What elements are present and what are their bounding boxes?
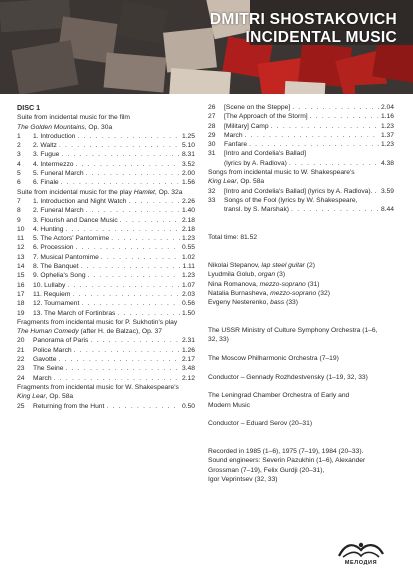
track-duration: 0.56	[181, 300, 195, 308]
track-row	[17, 309, 195, 318]
track-duration: 2.18	[181, 225, 195, 233]
track-list-king-lear	[17, 402, 195, 411]
track-title: 8. The Banquet	[33, 263, 79, 271]
sound-engineers-cont2: Igor Veprintsev (32, 33)	[208, 475, 278, 483]
leader-dots	[81, 299, 180, 308]
track-row	[17, 150, 195, 159]
leader-dots	[289, 159, 379, 168]
track-duration: 2.12	[181, 374, 195, 382]
track-title: Songs of the Fool (lyrics by W. Shakespeare,	[224, 196, 358, 204]
track-title: 6. Procession	[33, 244, 74, 252]
performer-role: lap steel guitar	[261, 262, 305, 270]
section-work-king-lear	[17, 392, 195, 401]
section-title-hamlet	[17, 188, 195, 197]
track-number: 11	[17, 235, 24, 243]
track-duration: 2.04	[380, 104, 394, 111]
performer-name: Nikolai Stepanov,	[208, 262, 262, 270]
track-title: [Military] Camp	[224, 122, 269, 130]
track-title: 12. Tournament	[33, 300, 80, 308]
leader-dots	[67, 281, 180, 290]
track-number: 4	[17, 160, 21, 168]
performer	[208, 270, 394, 279]
track-title: [Intro and Cordelia's Ballad] (lyrics by A. Radlova).	[224, 187, 373, 195]
track-duration: 1.23	[380, 141, 394, 149]
track-number: 17	[17, 290, 25, 298]
track-number: 32	[208, 187, 216, 195]
track-duration: 1.37	[380, 131, 394, 139]
leader-dots	[76, 160, 180, 169]
leader-dots	[117, 309, 180, 318]
melodiya-label: МЕЛОДИЯ	[344, 560, 378, 566]
track-row	[17, 197, 195, 206]
section-work-golden-mountains	[17, 123, 195, 132]
track-duration: 5.10	[181, 142, 195, 150]
track-duration: 8.44	[380, 206, 394, 214]
track-number: 22	[17, 356, 25, 364]
track-title: 4. Hunting	[33, 225, 64, 233]
tracklist-left-column	[17, 103, 195, 411]
track-title: 2. Funeral March	[33, 207, 84, 215]
track-title: March	[224, 131, 243, 139]
performer	[208, 261, 394, 270]
track-row	[17, 271, 195, 280]
track-row	[208, 122, 394, 131]
track-duration: 1.11	[182, 263, 195, 271]
leader-dots	[81, 262, 181, 271]
opus: , Op. 58a	[236, 178, 265, 186]
track-duration: 8.31	[181, 151, 195, 159]
track-row	[17, 160, 195, 169]
track-row	[208, 140, 394, 149]
recording-dates: Recorded in 1985 (1–6), 1975 (7–19), 1984 (20–33).	[208, 447, 364, 455]
track-title: Gavotte	[33, 356, 57, 364]
track-row	[17, 290, 195, 299]
melodiya-mark-icon	[331, 540, 391, 560]
performer-tracks: (33)	[284, 299, 298, 307]
track-number: 8	[17, 207, 21, 215]
section-title-human-comedy: Fragments from incidental music for P. Sukhotin's play	[17, 318, 178, 326]
section-title-text: Suite from incidental music for the play	[17, 188, 134, 196]
track-row	[208, 196, 394, 205]
performer-role: mezzo-soprano	[259, 280, 306, 288]
track-row	[17, 243, 195, 252]
composer-name: DMITRI SHOSTAKOVICH	[209, 11, 397, 28]
orchestra-ussr: The USSR Ministry of Culture Symphony Orchestra (1–6,	[208, 327, 378, 335]
track-title: 7. Musical Pantomime	[33, 253, 99, 261]
track-title: [The Approach of the Storm]	[224, 113, 308, 121]
track-row	[17, 299, 195, 308]
track-list-golden-mountains	[17, 132, 195, 188]
leader-dots	[72, 290, 180, 299]
track-number: 10	[17, 225, 25, 233]
track-row	[17, 355, 195, 364]
track-row	[17, 178, 195, 187]
track-number: 33	[208, 196, 216, 204]
section-title-golden-mountains: Suite from incidental music for the film	[17, 114, 130, 122]
performer	[208, 280, 394, 289]
melodiya-logo	[331, 540, 391, 568]
work-title: The Golden Mountains	[17, 123, 85, 131]
track-number: 23	[17, 365, 25, 373]
performer-role: mezzo-soprano	[270, 289, 317, 297]
sound-engineers-cont: Grossman (7–19), Felix Gurdji (20–31),	[208, 466, 325, 474]
track-number: 9	[17, 216, 21, 224]
track-duration: 4.38	[380, 159, 394, 167]
section-title-songs: Songs from incidental music to W. Shakespeare's	[208, 169, 355, 177]
leader-dots	[245, 131, 379, 140]
track-row	[17, 364, 195, 373]
track-title: 6. Finale	[33, 179, 59, 187]
leader-dots	[76, 243, 180, 252]
track-row-continuation	[208, 205, 394, 214]
track-row	[17, 141, 195, 150]
section-work-human-comedy	[17, 327, 195, 336]
leader-dots	[77, 132, 180, 141]
track-title: March	[33, 374, 52, 382]
performer-tracks: (3)	[275, 271, 286, 279]
track-duration: 2.26	[181, 197, 195, 205]
leader-dots	[58, 355, 180, 364]
section-title-king-lear: Fragments from incidental music for W. Shakespeare's	[17, 383, 179, 391]
leader-dots	[61, 178, 180, 187]
track-number: 14	[17, 263, 25, 271]
track-title: 3. Fugue	[33, 151, 60, 159]
track-list-human-comedy	[17, 336, 195, 382]
conductor-serov: Conductor – Eduard Serov (20–31)	[208, 420, 313, 428]
album-title: INCIDENTAL MUSIC	[245, 29, 397, 46]
performer-tracks: (32)	[316, 289, 330, 297]
leader-dots	[54, 374, 180, 383]
leader-dots	[88, 271, 180, 280]
track-title: 3. Flourish and Dance Music	[33, 216, 118, 224]
section-work-songs	[208, 177, 394, 186]
track-title: 5. The Actors' Pantomime	[33, 235, 110, 243]
leader-dots	[292, 103, 379, 112]
opus: , Op. 58a	[45, 393, 74, 401]
track-duration: 3.48	[181, 365, 195, 373]
track-number: 21	[17, 346, 25, 354]
performer-tracks: (31)	[305, 280, 320, 288]
performer	[208, 298, 394, 307]
track-title: 1. Introduction	[33, 132, 76, 140]
track-duration: 2.03	[181, 290, 195, 298]
work-title: The Human Comedy	[17, 328, 79, 336]
opus: (after H. de Balzac), Op. 37	[78, 328, 162, 336]
total-time: Total time: 81.52	[208, 234, 258, 242]
track-number: 28	[208, 122, 216, 130]
track-duration: 3.52	[181, 160, 195, 168]
track-number: 15	[17, 272, 25, 280]
track-duration: 1.40	[181, 207, 195, 215]
leader-dots	[86, 169, 180, 178]
track-number: 7	[17, 197, 21, 205]
track-title: The Seine	[33, 365, 64, 373]
performer-role: bass	[270, 299, 285, 307]
track-duration: 1.23	[380, 122, 394, 130]
performer-name: Nina Romanova,	[208, 280, 260, 288]
track-duration: 1.02	[181, 253, 195, 261]
track-number: 18	[17, 300, 25, 308]
leader-dots	[86, 206, 180, 215]
leader-dots	[111, 234, 180, 243]
track-duration: 2.17	[181, 356, 195, 364]
track-list-king-lear-cont	[208, 103, 394, 149]
track-row	[17, 253, 195, 262]
track-duration: 2.00	[181, 170, 195, 178]
leader-dots	[291, 205, 379, 214]
track-row	[17, 336, 195, 345]
track-title: 1. Introduction and Night Watch	[33, 197, 127, 205]
track-row-continuation	[208, 159, 394, 168]
track-duration: 2.18	[181, 216, 195, 224]
track-number: 29	[208, 131, 216, 139]
opus: , Op. 32a	[154, 188, 183, 196]
work-title: King Lear	[208, 178, 237, 186]
track-duration: 1.50	[181, 309, 195, 317]
performer-tracks: (2)	[304, 262, 315, 270]
track-title: [Scene on the Steppe]	[224, 104, 291, 111]
header-title	[210, 11, 397, 47]
track-duration: 0.50	[181, 402, 195, 410]
track-duration: 3.59	[380, 187, 394, 195]
orchestra-moscow: The Moscow Philharmonic Orchestra (7–19)	[208, 355, 339, 363]
leader-dots	[106, 402, 180, 411]
leader-dots	[101, 253, 180, 262]
track-number: 13	[17, 253, 25, 261]
track-number: 30	[208, 141, 216, 149]
track-row	[17, 132, 195, 141]
track-title: 2. Waltz	[33, 142, 57, 150]
track-duration: 1.16	[380, 113, 394, 121]
header-mosaic	[0, 0, 413, 94]
track-number: 16	[17, 281, 25, 289]
track-number: 24	[17, 374, 25, 382]
track-title: 13. The March of Fortinbras	[33, 309, 116, 317]
performer-name: Lyudmila Golub,	[208, 271, 258, 279]
track-row	[208, 131, 394, 140]
performer-name: Natalia Burnasheva,	[208, 289, 271, 297]
leader-dots	[310, 112, 379, 121]
track-number: 31	[208, 150, 216, 158]
track-number: 6	[17, 179, 21, 187]
track-number: 26	[208, 104, 216, 111]
disc-heading: DISC 1	[17, 103, 41, 112]
track-row	[17, 262, 195, 271]
track-row	[17, 402, 195, 411]
track-title: 10. Lullaby	[33, 281, 66, 289]
leader-dots	[120, 216, 180, 225]
track-row	[17, 281, 195, 290]
track-duration: 2.31	[181, 337, 195, 345]
performers-list	[208, 261, 394, 307]
track-row	[17, 374, 195, 383]
leader-dots	[66, 225, 180, 234]
leader-dots	[74, 346, 180, 355]
leader-dots	[59, 141, 180, 150]
leader-dots	[90, 336, 180, 345]
track-row	[208, 103, 394, 112]
track-number: 19	[17, 309, 25, 317]
track-title: 9. Ophelia's Song	[33, 272, 86, 280]
track-row	[17, 206, 195, 215]
track-duration: 1.25	[181, 132, 195, 140]
orchestra-leningrad: The Leningrad Chamber Orchestra of Early and	[208, 392, 350, 400]
sound-engineers: Sound engineers: Severin Pazukhin (1–6), Alexander	[208, 457, 366, 465]
leader-dots	[61, 150, 180, 159]
track-number: 5	[17, 170, 21, 178]
track-title: 4. Intermezzo	[33, 160, 74, 168]
leader-dots	[249, 140, 379, 149]
performer-role: organ	[257, 271, 276, 279]
orchestra-ussr-cont: 32, 33)	[208, 336, 229, 344]
conductor-rozhdestvensky: Conductor – Gennady Rozhdestvensky (1–19, 32, 33)	[208, 373, 368, 381]
leader-dots	[374, 187, 379, 196]
track-number: 1	[17, 132, 21, 140]
track-row	[17, 169, 195, 178]
track-subtitle: transl. by S. Marshak)	[224, 206, 290, 214]
track-row	[17, 346, 195, 355]
work-title: Hamlet	[133, 188, 155, 196]
track-title: Panorama of Paris	[33, 337, 89, 345]
performer-name: Evgeny Nesterenko,	[208, 299, 271, 307]
track-duration: 1.26	[181, 346, 195, 354]
track-row	[208, 149, 394, 158]
track-number: 12	[17, 244, 25, 252]
track-title: 11. Requiem	[33, 290, 71, 298]
track-row	[17, 225, 195, 234]
performer	[208, 289, 394, 298]
track-row	[17, 216, 195, 225]
track-title: 5. Funeral March	[33, 170, 84, 178]
work-title: King Lear	[17, 393, 46, 401]
track-duration: 1.56	[181, 179, 195, 187]
track-title: Returning from the Hunt	[33, 402, 105, 410]
track-title: [Intro and Cordelia's Ballad]	[224, 150, 306, 158]
track-row	[17, 234, 195, 243]
opus: , Op. 30a	[84, 123, 113, 131]
track-number: 27	[208, 113, 216, 121]
leader-dots	[66, 364, 180, 373]
track-number: 20	[17, 337, 25, 345]
track-subtitle: (lyrics by A. Radlova)	[224, 159, 287, 167]
track-number: 3	[17, 151, 21, 159]
track-duration: 1.23	[181, 235, 195, 243]
track-list-hamlet	[17, 197, 195, 318]
track-title: Fanfare	[224, 141, 248, 149]
track-duration: 1.23	[181, 272, 195, 280]
tracklist-right-column	[208, 103, 394, 484]
leader-dots	[271, 122, 379, 131]
orchestra-leningrad-cont: Modern Music	[208, 401, 250, 409]
track-title: Police March	[33, 346, 72, 354]
track-duration: 1.07	[181, 281, 195, 289]
track-row	[208, 187, 394, 196]
track-number: 2	[17, 142, 21, 150]
track-row	[208, 112, 394, 121]
track-number: 25	[17, 402, 25, 410]
leader-dots	[128, 197, 180, 206]
track-duration: 0.55	[181, 244, 195, 252]
